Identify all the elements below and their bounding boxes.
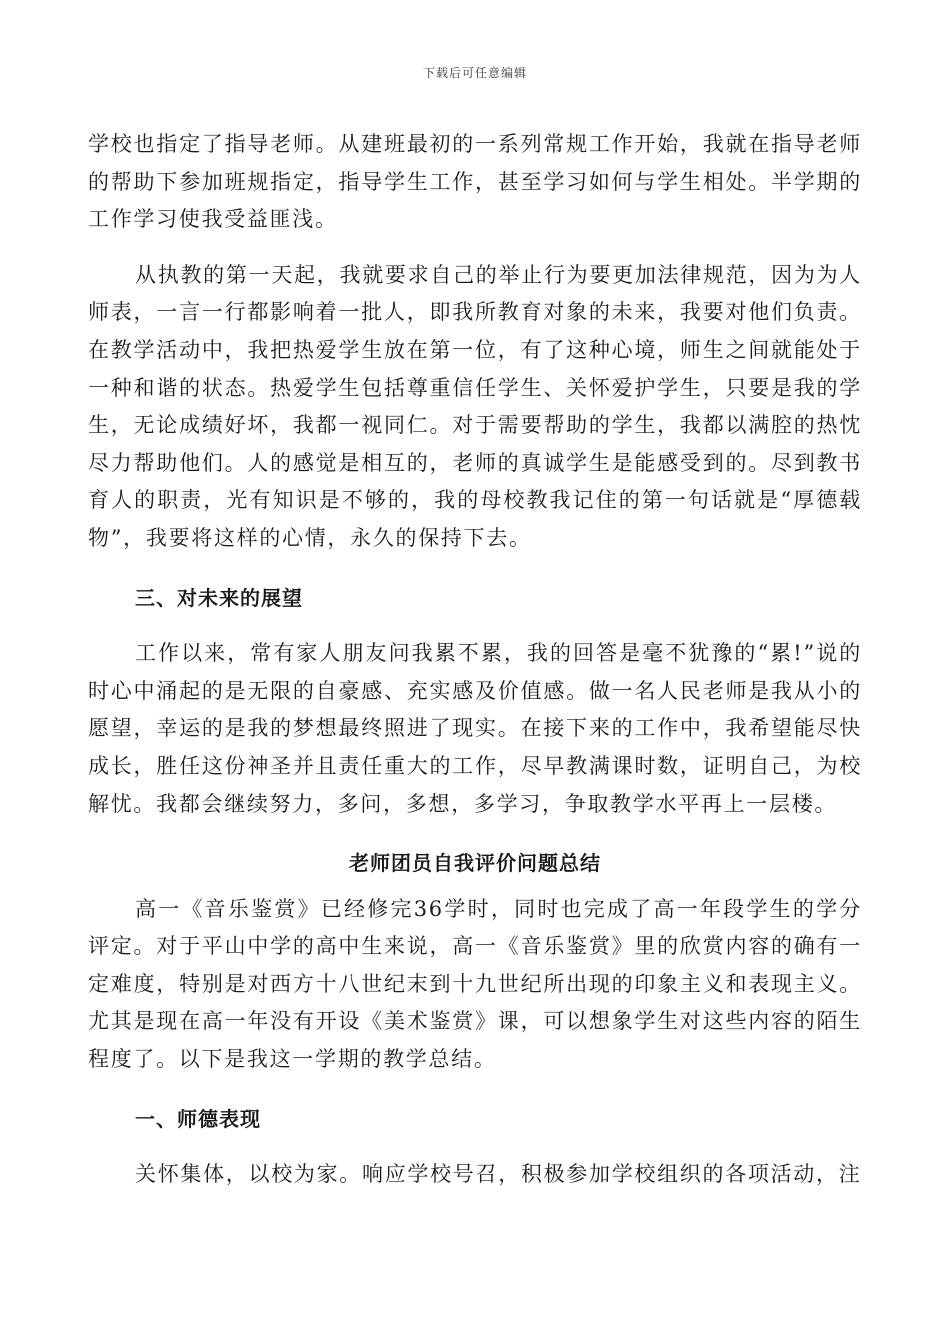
paragraph-teaching-conduct: 从执教的第一天起，我就要求自己的举止行为要更加法律规范，因为为人师表，一言一行都影响着一批人，即我所教育对象的未来，我要对他们负责。在教学活动中，我把热爱学生放在第一位，有了这种心境，师生之间就能处于一种和谐的状态。热爱学生包括尊重信任学生、关怀爱护学生，只要是我的学生，无论成绩好坏，我都一视同仁。对于需要帮助的学生，我都以满腔的热忱尽力帮助他们。人的感觉是相互的，老师的真诚学生是能感受到的。尽到教书育人的职责，光有知识是不够的，我的母校教我记住的第一句话就是“厚德载物”，我要将这样的心情，永久的保持下去。 <box>88 262 862 550</box>
page-header: 下载后可任意编辑 <box>422 66 527 80</box>
paragraph-future-outlook: 工作以来，常有家人朋友问我累不累，我的回答是毫不犹豫的“累!”说的时心中涌起的是无限的自豪感、充实感及价值感。做一名人民老师是我从小的愿望，幸运的是我的梦想最终照进了现实。在接下来的工作中，我希望能尽快成长，胜任这份神圣并且责任重大的工作，尽早教满课时数，证明自己，为校解忧。我都会继续努力，多问，多想，多学习，争取教学水平再上一层楼。 <box>88 641 862 816</box>
section-heading-ethics: 一、师德表现 <box>135 1106 261 1131</box>
document-title: 老师团员自我评价问题总结 <box>349 851 601 876</box>
paragraph-music-course: 高一《音乐鉴赏》已经修完36学时，同时也完成了高一年段学生的学分评定。对于平山中学的高中生来说，高一《音乐鉴赏》里的欣赏内容的确有一定难度，特别是对西方十八世纪末到十九世纪所出现的印象主义和表现主义。尤其是现在高一年没有开设《美术鉴赏》课，可以想象学生对这些内容的陌生程度了。以下是我这一学期的教学总结。 <box>88 896 862 1072</box>
paragraph-continuation: 学校也指定了指导老师。从建班最初的一系列常规工作开始，我就在指导老师的帮助下参加班规指定，指导学生工作，甚至学习如何与学生相处。半学期的工作学习使我受益匪浅。 <box>88 132 862 232</box>
paragraph-collective: 关怀集体，以校为家。响应学校号召，积极参加学校组织的各项活动，注 <box>135 1162 862 1187</box>
document-body <box>88 126 862 1194</box>
section-heading-future: 三、对未来的展望 <box>135 585 303 610</box>
